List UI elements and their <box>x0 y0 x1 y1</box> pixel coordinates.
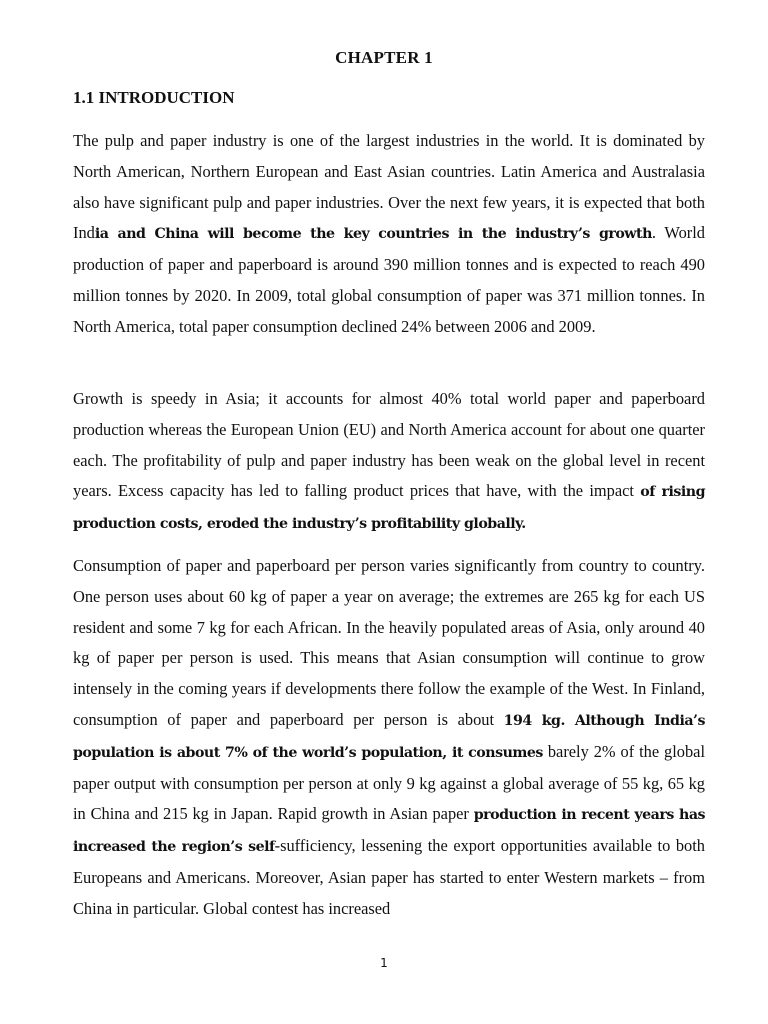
paragraph-3 <box>73 551 705 925</box>
section-heading: 1.1 INTRODUCTION <box>73 88 235 107</box>
paragraph-2-emphasis: of rising production costs, eroded the industry’s profitability globally. <box>73 484 706 533</box>
paragraph-1-text-a: The pulp and paper industry is one of the largest industries in the world. It is dominated by North American, Northern European and East Asian countries. Latin America and Australasia also have significant pulp and paper industries. Over the next few years, it is expected that both Ind <box>73 131 705 243</box>
chapter-title: CHAPTER 1 <box>335 48 433 67</box>
paragraph-2 <box>73 384 705 540</box>
paragraph-3-text-a: Consumption of paper and paperboard per person varies significantly from country to country. One person uses about 60 kg of paper a year on average; the extremes are 265 kg for each US resident and some 7 kg for each African. In the heavily populated areas of Asia, only around 40 kg of paper per person is used. This means that Asian consumption will continue to grow intensely in the coming years if developments there follow the example of the West. In Finland, consumption of paper and paperboard per person is about <box>73 556 705 729</box>
paragraph-3-emphasis-1: 194 kg. Although India’s population is about 7% of the world’s population, it consumes <box>73 712 705 761</box>
paragraph-1 <box>73 126 705 343</box>
paragraph-1-emphasis: ia and China will become the key countries in the industry’s growth <box>94 226 652 243</box>
page-number: 1 <box>380 956 388 970</box>
paragraph-1-text-b: . World production of paper and paperboard is around 390 million tonnes and is expected to reach 490 million tonnes by 2020. In 2009, total global consumption of paper was 371 million tonnes. In North America, total paper consumption declined 24% between 2006 and 2009. <box>73 223 705 336</box>
paragraph-3-text-b: barely 2% of the global paper output with consumption per person at only 9 kg against a global average of 55 kg, 65 kg in China and 215 kg in Japan. Rapid growth in Asian paper <box>73 741 706 824</box>
paragraph-3-text-c: -sufficiency, lessening the export opportunities available to both Europeans and Americans. Moreover, Asian paper has started to enter Western markets – from China in particular. Global contest has increased <box>73 836 705 918</box>
paragraph-3-emphasis-2: production in recent years has increased the region’s self <box>73 807 706 856</box>
paragraph-2-text-a: Growth is speedy in Asia; it accounts for almost 40% total world paper and paperboard production whereas the European Union (EU) and North America account for about one quarter each. The profitability of pulp and paper industry has been weak on the global level in recent years. Excess capacity has led to falling product prices that have, with the impact <box>73 389 705 501</box>
